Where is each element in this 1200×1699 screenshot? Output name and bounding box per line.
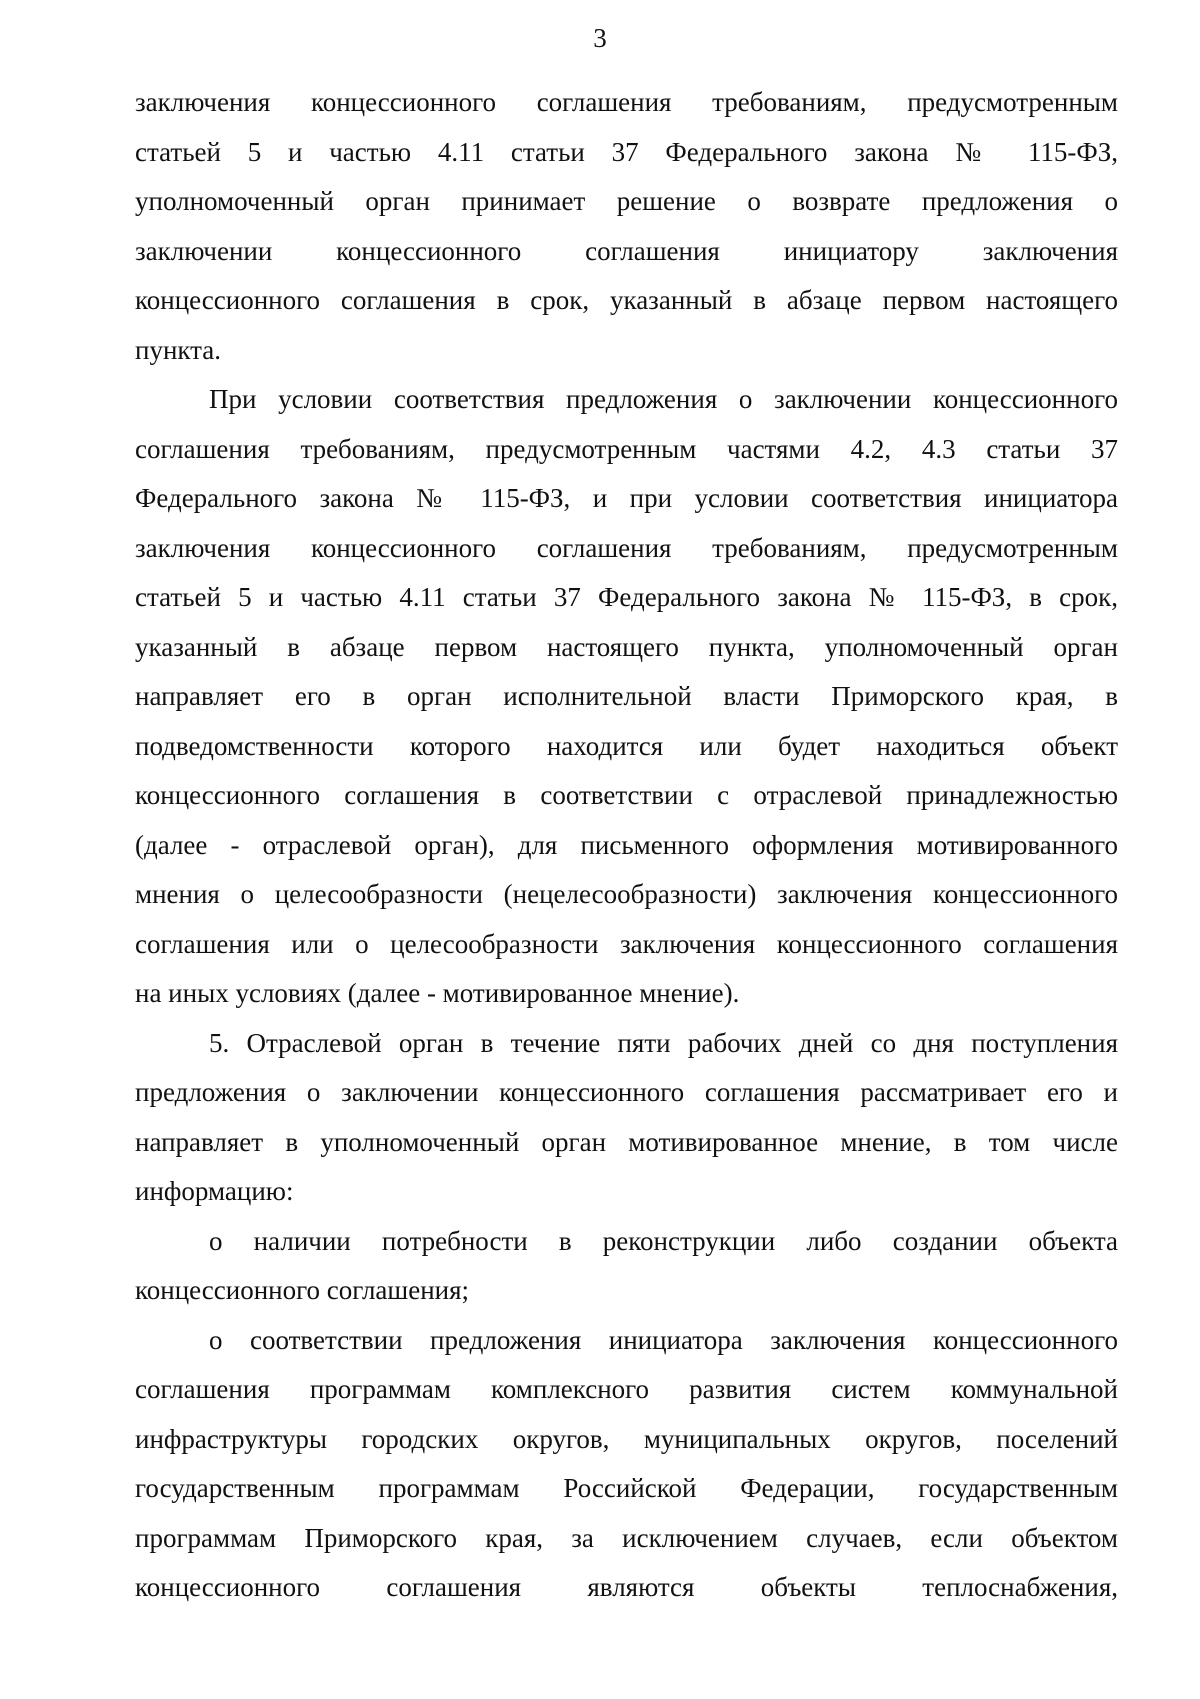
text-line: заключения концессионного соглашения требованиям, предусмотренным [135, 87, 1118, 117]
text-line: концессионного соглашения в соответствии с отраслевой принадлежностью [135, 780, 1118, 810]
text-line: уполномоченный орган принимает решение о возврате предложения о [135, 186, 1118, 216]
text-line: программам Приморского края, за исключением случаев, если объектом [135, 1522, 1118, 1553]
text-line: статьей 5 и частью 4.11 статьи 37 Федерального закона № 115-ФЗ, [135, 136, 1118, 167]
text-line: государственным программам Российской Федерации, государственным [135, 1473, 1118, 1503]
text-line: информацию: [135, 1176, 294, 1206]
text-line: концессионного соглашения в срок, указанный в абзаце первом настоящего [135, 285, 1118, 315]
document-body [135, 78, 1118, 1613]
paragraph-3 [135, 1019, 1118, 1217]
text-line: о наличии потребности в реконструкции либо создании объекта [209, 1225, 1118, 1256]
text-line: 5. Отраслевой орган в течение пяти рабочих дней со дня поступления [209, 1027, 1118, 1058]
text-line: направляет в уполномоченный орган мотивированное мнение, в том числе [135, 1126, 1118, 1157]
text-line: на иных условиях (далее - мотивированное мнение). [135, 978, 740, 1008]
text-line: о соответствии предложения инициатора заключения концессионного [209, 1324, 1118, 1355]
text-line: заключения концессионного соглашения требованиям, предусмотренным [135, 532, 1118, 563]
text-line: подведомственности которого находится или будет находиться объект [135, 730, 1118, 761]
text-line: предложения о заключении концессионного соглашения рассматривает его и [135, 1077, 1118, 1107]
text-line: направляет его в орган исполнительной власти Приморского края, в [135, 681, 1118, 711]
text-line: концессионного соглашения являются объекты теплоснабжения, [135, 1572, 1118, 1602]
text-line: заключении концессионного соглашения инициатору заключения [135, 235, 1118, 266]
text-line: Федерального закона № 115-ФЗ, и при условии соответствия инициатора [135, 483, 1118, 513]
text-line: пункта. [135, 334, 222, 365]
paragraph-5 [135, 1316, 1118, 1613]
text-line: (далее - отраслевой орган), для письменного оформления мотивированного [135, 829, 1118, 860]
paragraph-4 [135, 1217, 1118, 1316]
text-line: соглашения требованиям, предусмотренным частями 4.2, 4.3 статьи 37 [135, 433, 1118, 464]
text-line: соглашения программам комплексного развития систем коммунальной [135, 1374, 1118, 1404]
text-line: При условии соответствия предложения о заключении концессионного [209, 384, 1118, 414]
text-line: указанный в абзаце первом настоящего пункта, уполномоченный орган [135, 631, 1118, 662]
text-line: статьей 5 и частью 4.11 статьи 37 Федерального закона № 115-ФЗ, в срок, [135, 582, 1118, 612]
page-number: 3 [593, 23, 607, 53]
text-line: мнения о целесообразности (нецелесообразности) заключения концессионного [135, 879, 1118, 909]
text-line: инфраструктуры городских округов, муниципальных округов, поселений [135, 1423, 1118, 1454]
paragraph-2 [135, 375, 1118, 1019]
text-line: соглашения или о целесообразности заключения концессионного соглашения [135, 928, 1118, 959]
paragraph-1 [135, 78, 1118, 375]
text-line: концессионного соглашения; [135, 1275, 470, 1305]
